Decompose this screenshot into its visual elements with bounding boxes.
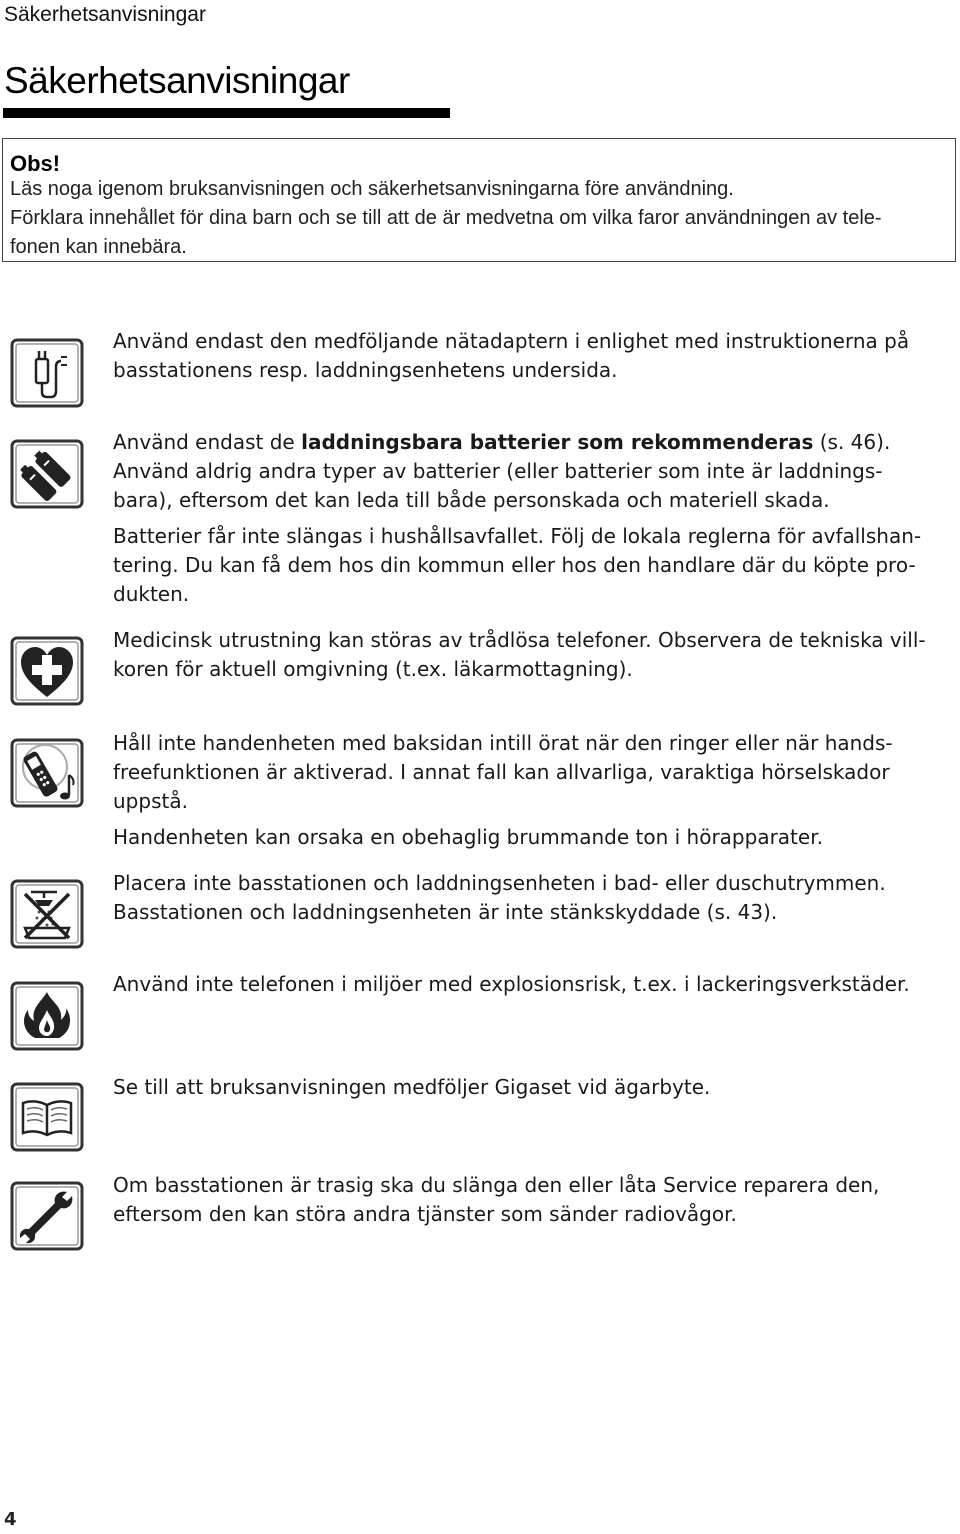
item-line: Medicinsk utrustning kan störas av trådlösa telefoner. Observera de tekniska vill- xyxy=(113,628,926,652)
item-text: (s. 46). xyxy=(813,430,891,454)
item-line xyxy=(113,428,958,457)
item-medical xyxy=(113,626,958,684)
item-line: Se till att bruksanvisningen medföljer Gigaset vid ägarbyte. xyxy=(113,1075,711,1099)
item-text-bold: laddningsbara batterier som rekommenderas xyxy=(301,430,814,454)
item-line: eftersom den kan störa andra tjänster som sänder radiovågor. xyxy=(113,1202,737,1226)
explosion-fire-icon xyxy=(9,980,85,1052)
item-line: basstationens resp. laddningsenhetens undersida. xyxy=(113,358,618,382)
item-line: tering. Du kan få dem hos din kommun eller hos den handlare där du köpte pro- xyxy=(113,553,916,577)
item-battery xyxy=(113,428,958,609)
open-book-icon xyxy=(9,1081,85,1153)
item-explosion xyxy=(113,970,958,999)
note-line: fonen kan innebära. xyxy=(10,236,187,258)
item-line: Använd endast den medföljande nätadaptern i enlighet med instruktionerna på xyxy=(113,329,910,353)
item-line: dukten. xyxy=(113,582,190,606)
item-wrench xyxy=(113,1171,958,1229)
note-line: Förklara innehållet för dina barn och se till att de är medvetna om vilka faror användningen av tele- xyxy=(10,207,882,229)
item-line: Placera inte basstationen och laddningsenheten i bad- eller duschutrymmen. xyxy=(113,871,886,895)
item-line: koren för aktuell omgivning (t.ex. läkarmottagning). xyxy=(113,657,633,681)
note-line: Läs noga igenom bruksanvisningen och säkerhetsanvisningarna före användning. xyxy=(10,178,734,200)
item-power-adapter xyxy=(113,327,958,385)
medical-heart-icon xyxy=(9,635,85,707)
battery-icon xyxy=(9,438,85,510)
running-header: Säkerhetsanvisningar xyxy=(4,3,206,26)
power-adapter-icon xyxy=(9,337,85,409)
note-title: Obs! xyxy=(10,151,61,176)
item-no-shower xyxy=(113,869,958,927)
item-line: Använd aldrig andra typer av batterier (eller batterier som inte är laddnings- xyxy=(113,459,883,483)
item-line: Använd inte telefonen i miljöer med explosionsrisk, t.ex. i lackeringsverkstäder. xyxy=(113,972,910,996)
page-number: 4 xyxy=(4,1509,17,1530)
title-rule xyxy=(3,108,450,118)
item-line: Basstationen och laddningsenheten är inte stänkskyddade (s. 43). xyxy=(113,900,778,924)
no-shower-icon xyxy=(9,878,85,950)
item-line: uppstå. xyxy=(113,789,188,813)
item-line: bara), eftersom det kan leda till både personskada och materiell skada. xyxy=(113,488,830,512)
item-book xyxy=(113,1073,958,1102)
item-line: Om basstationen är trasig ska du slänga den eller låta Service reparera den, xyxy=(113,1173,880,1197)
wrench-icon xyxy=(9,1180,85,1252)
item-line: Handenheten kan orsaka en obehaglig brummande ton i hörapparater. xyxy=(113,825,823,849)
item-line: freefunktionen är aktiverad. I annat fall kan allvarliga, varaktiga hörselskador xyxy=(113,760,890,784)
page-title: Säkerhetsanvisningar xyxy=(4,60,350,101)
handset-ringing-icon xyxy=(9,737,85,809)
note-box xyxy=(2,138,956,262)
item-handset xyxy=(113,729,958,852)
item-line: Håll inte handenheten med baksidan intill örat när den ringer eller när hands- xyxy=(113,731,893,755)
item-line: Batterier får inte slängas i hushållsavfallet. Följ de lokala reglerna för avfallshan- xyxy=(113,524,922,548)
item-text: Använd endast de xyxy=(113,430,302,454)
